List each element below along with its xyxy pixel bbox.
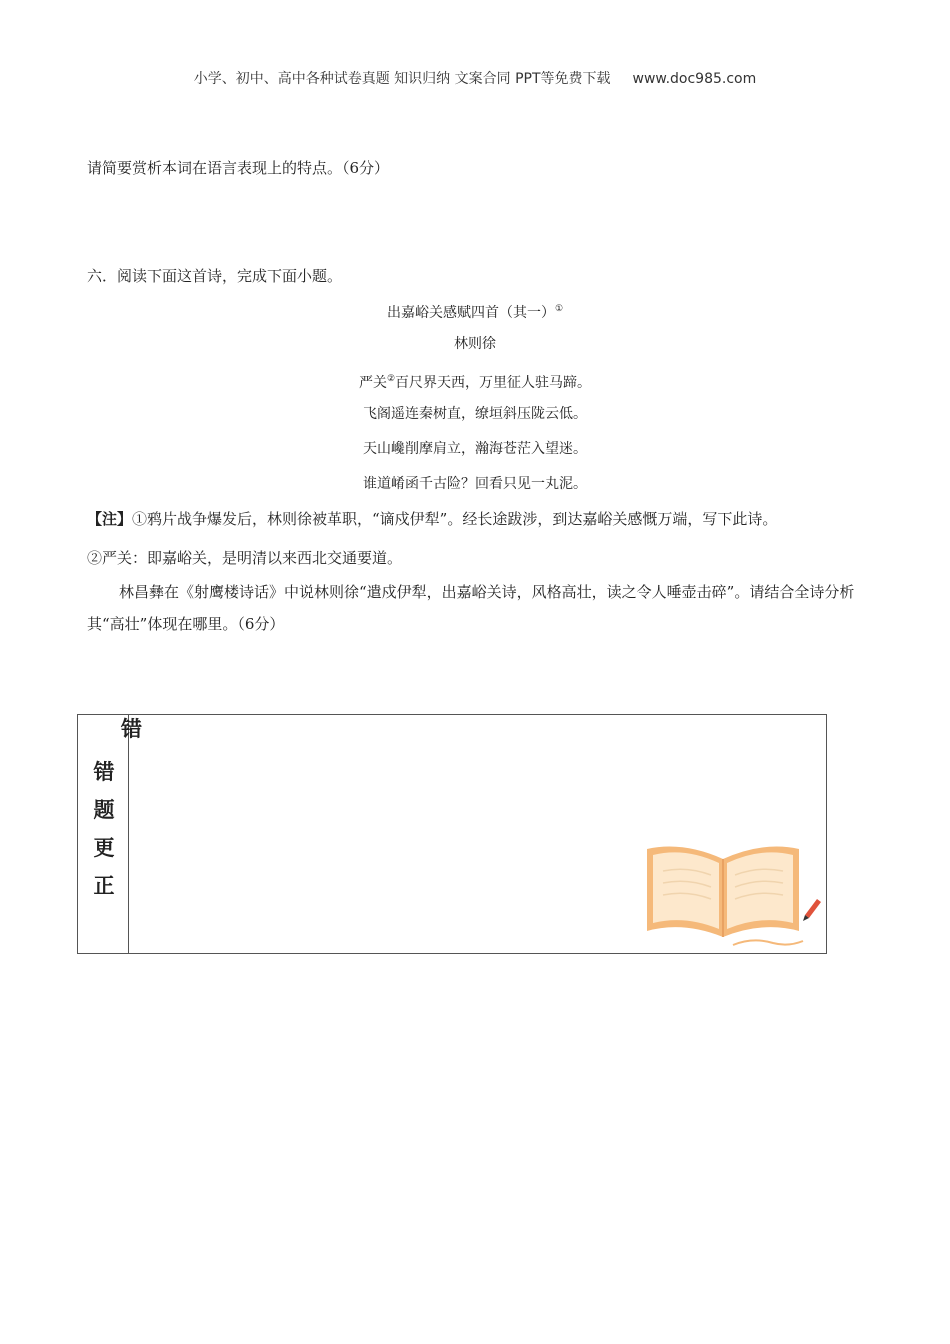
open-book-icon: [633, 841, 823, 960]
correction-label-char: 题: [93, 798, 115, 822]
poem-title: [0, 299, 950, 323]
header-site: www.doc985.com: [632, 71, 757, 87]
poem-line-1-b: 百尺界天西，万里征人驻马蹄。: [395, 375, 592, 391]
pencil-icon: [803, 899, 821, 921]
poem-title-mark: ①: [554, 304, 564, 314]
correction-corner-char: 错: [121, 717, 142, 741]
question-text: 林昌彝在《射鹰楼诗话》中说林则徐“遣戍伊犁，出嘉峪关诗，风格高壮，读之令人唾壶击碎”。请结合全诗分析其“高壮”体现在哪里。（6分）: [87, 583, 855, 633]
correction-label-char: 错: [93, 760, 115, 784]
poem-author: 林则徐: [454, 336, 496, 352]
note-label: 【注】: [87, 510, 133, 528]
poem-line-4: 谁道崤函千古险？回看只见一丸泥。: [363, 476, 587, 492]
poem-title-text: 出嘉峪关感赋四首（其一）: [386, 305, 555, 321]
poem-line-1: [0, 369, 950, 393]
correction-box: [77, 714, 827, 954]
note-1: [87, 509, 777, 529]
poem-line-1-a: 严关: [358, 375, 387, 391]
poem-line-1-mark: ②: [386, 374, 396, 384]
poem-line-2: 飞阁遥连秦树直，缭垣斜压陇云低。: [363, 406, 587, 422]
correction-label-char: 正: [93, 874, 115, 898]
correction-label-char: 更: [93, 836, 115, 860]
header-text: 小学、初中、高中各种试卷真题 知识归纳 文案合同 PPT等免费下载: [193, 71, 611, 87]
question-five-tail: 请简要赏析本词在语言表现上的特点。（6分）: [87, 159, 390, 177]
correction-label: [86, 753, 122, 905]
note-2: ②严关：即嘉峪关，是明清以来西北交通要道。: [87, 549, 403, 567]
correction-divider: [128, 715, 129, 953]
section-six-heading: 六．阅读下面这首诗，完成下面小题。: [87, 267, 343, 285]
note-1-text: ①鸦片战争爆发后，林则徐被革职，“谪戍伊犁”。经长途跋涉，到达嘉峪关感慨万端，写下此诗。: [132, 510, 778, 528]
poem-line-3: 天山巉削摩肩立，瀚海苍茫入望迷。: [363, 441, 587, 457]
page-header: [0, 68, 950, 88]
